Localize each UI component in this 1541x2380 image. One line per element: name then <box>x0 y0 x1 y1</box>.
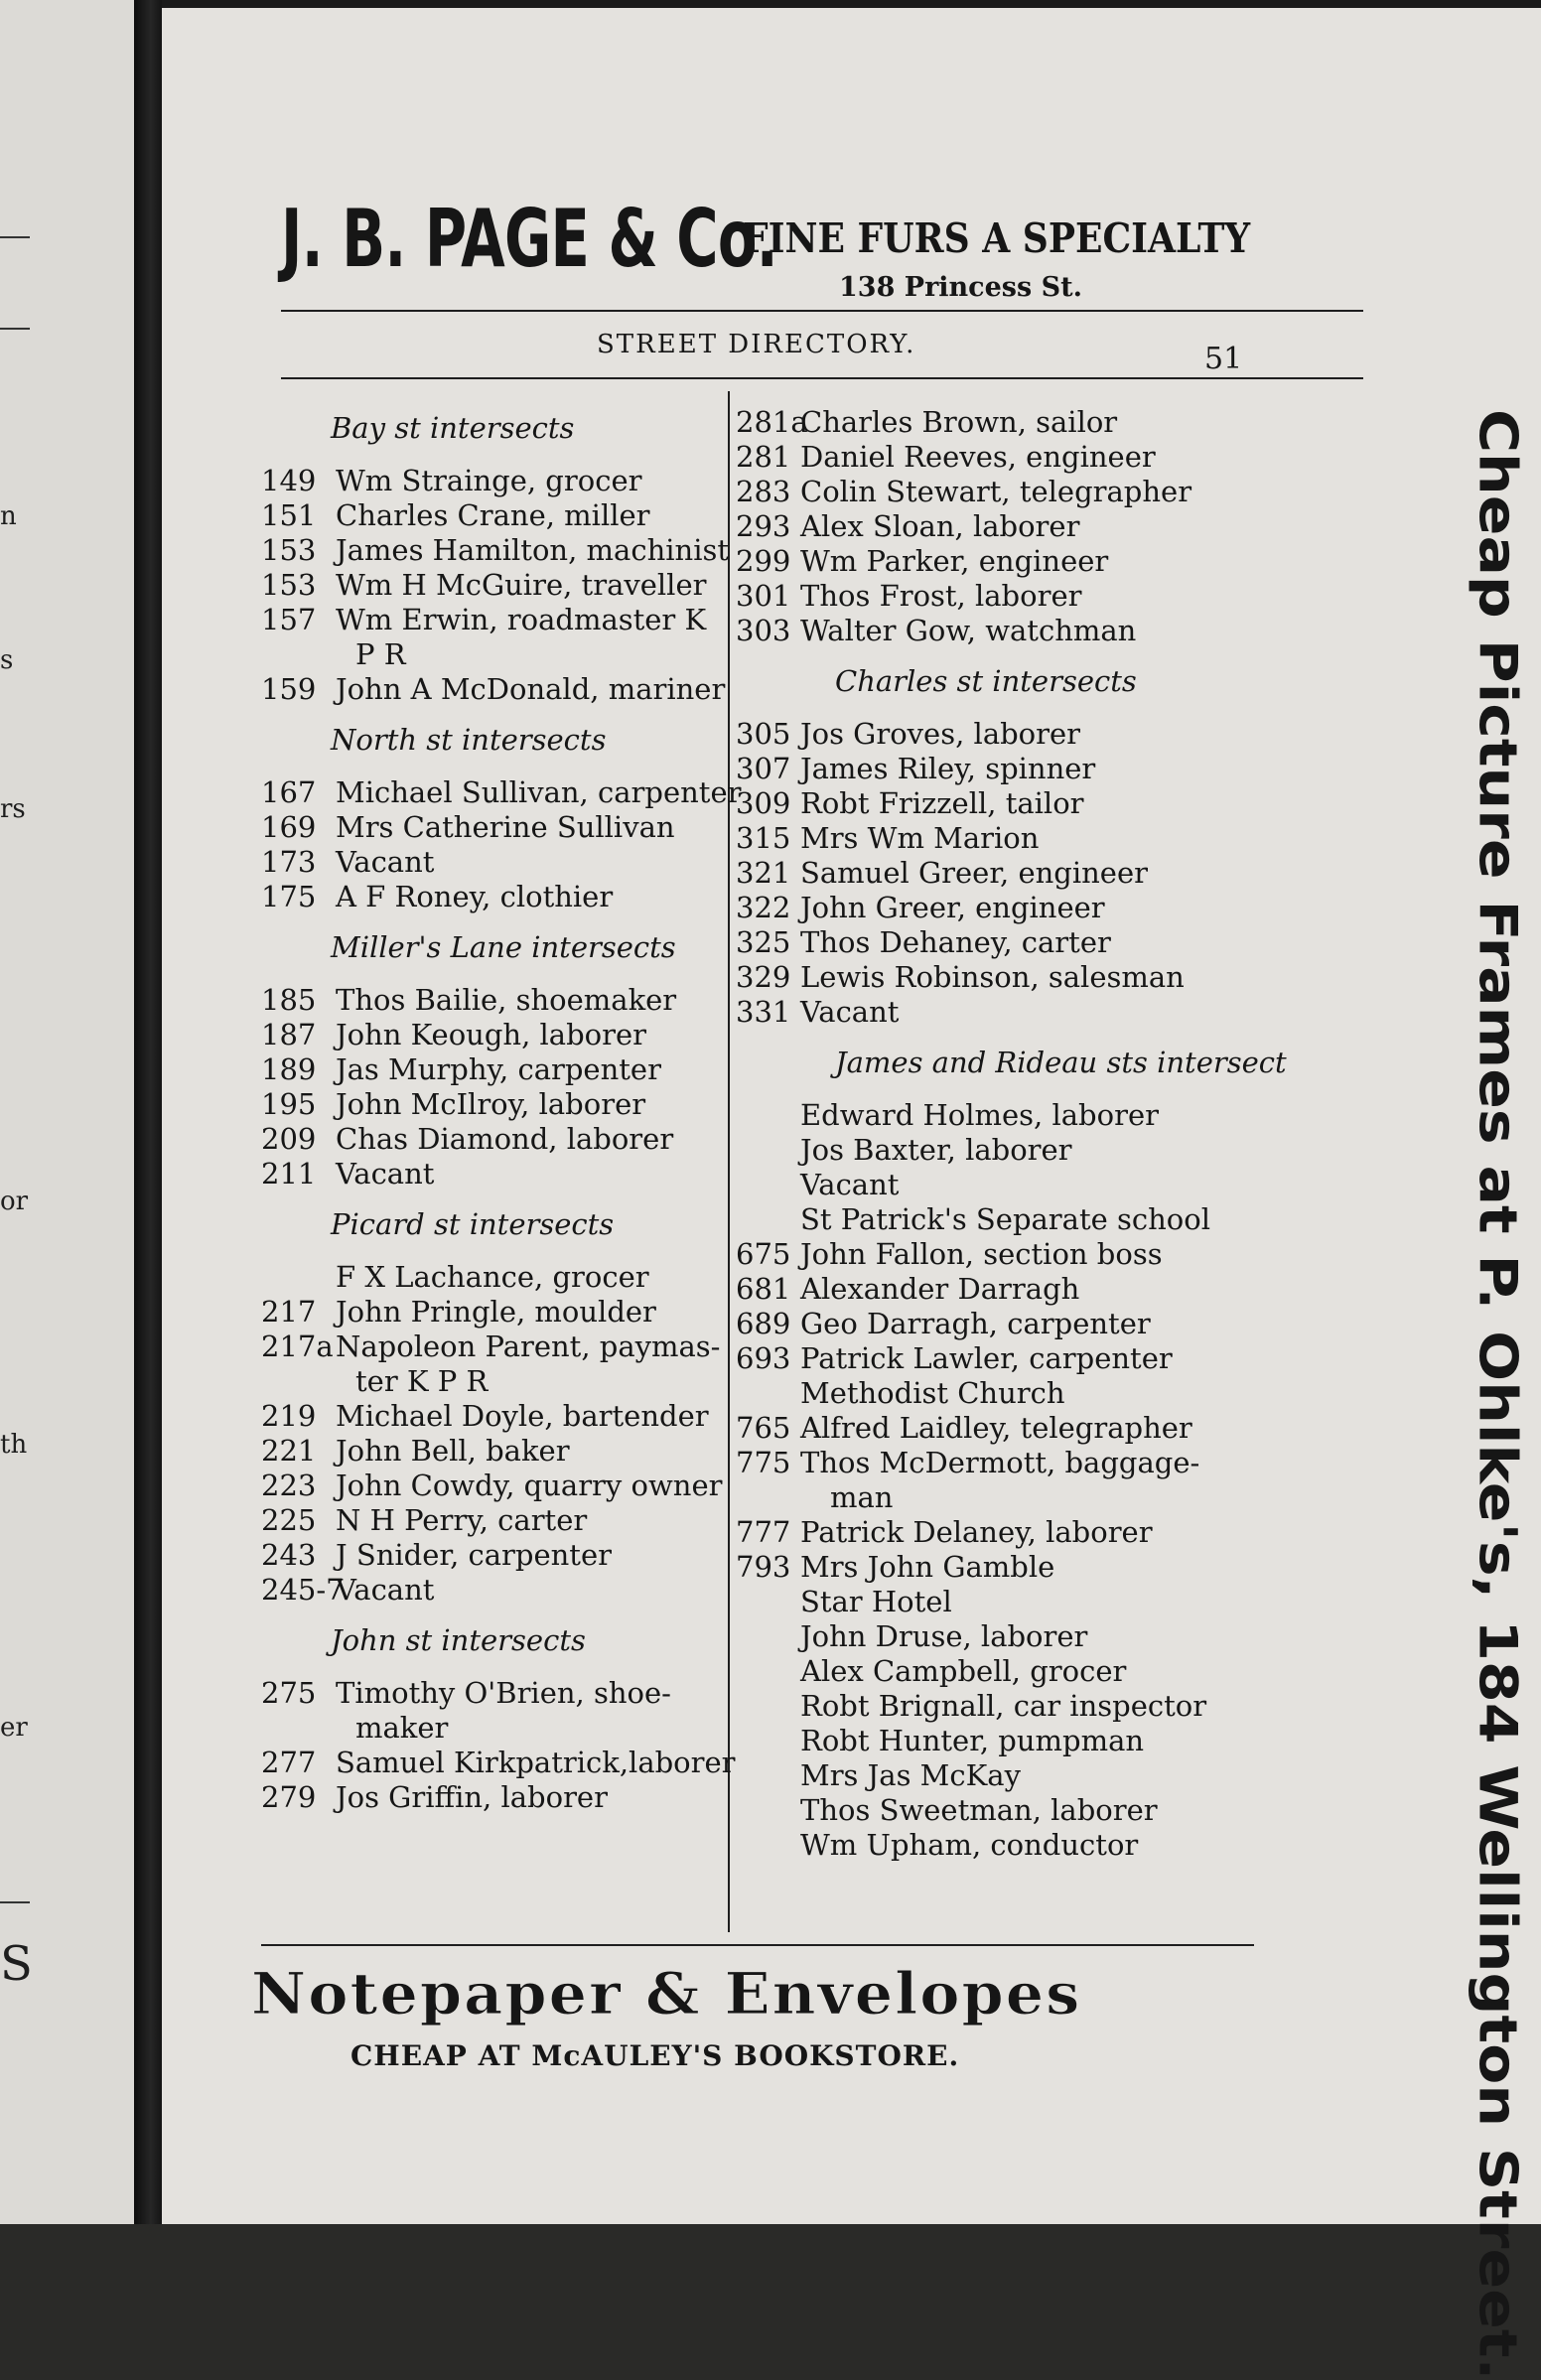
directory-entry <box>261 1330 721 1399</box>
resident-name: Charles Crane, miller <box>336 498 650 532</box>
house-number: 305 <box>736 717 791 751</box>
directory-entry <box>261 1573 718 1608</box>
resident-name: F X Lachance, grocer <box>336 1260 649 1294</box>
house-number: 309 <box>736 786 791 820</box>
directory-entry <box>736 1272 1391 1307</box>
directory-entry <box>736 1828 1391 1863</box>
resident-name-continued: maker <box>355 1711 449 1745</box>
resident-name: Vacant <box>800 995 900 1029</box>
directory-entry <box>736 1133 1391 1168</box>
house-number: 283 <box>736 475 791 508</box>
directory-entry <box>261 1434 718 1469</box>
resident-name: N H Perry, carter <box>336 1503 588 1537</box>
resident-name: John A McDonald, mariner <box>336 672 726 706</box>
directory-entry <box>261 1780 718 1815</box>
house-number: 681 <box>736 1272 791 1306</box>
house-number: 321 <box>736 856 791 890</box>
resident-name: Vacant <box>336 845 435 879</box>
section-heading: John st intersects <box>331 1623 586 1657</box>
resident-name: Thos Dehaney, carter <box>800 925 1111 959</box>
resident-name: John Cowdy, quarry owner <box>336 1469 723 1502</box>
house-number: 322 <box>736 891 791 924</box>
section-heading: Bay st intersects <box>331 411 575 445</box>
house-number: 167 <box>261 775 317 809</box>
resident-name: Vacant <box>800 1168 900 1201</box>
previous-page-margin <box>0 0 134 2224</box>
resident-name: Wm H McGuire, traveller <box>336 568 707 602</box>
house-number: 331 <box>736 995 791 1029</box>
house-number: 159 <box>261 672 317 706</box>
page-logo-advert: J. B. PAGE & Co. <box>281 193 777 285</box>
resident-name: Wm Straingе, grocer <box>336 464 642 497</box>
directory-entry <box>736 1654 1391 1689</box>
resident-name: Alex Sloan, laborer <box>800 509 1080 543</box>
resident-name: Alex Campbell, grocer <box>800 1654 1127 1688</box>
house-number: 189 <box>261 1052 317 1086</box>
resident-name: Methodist Church <box>800 1376 1065 1410</box>
resident-name: Mrs Wm Marion <box>800 821 1040 855</box>
resident-name: Edward Holmes, laborer <box>800 1098 1159 1132</box>
resident-name: John Pringle, moulder <box>336 1295 656 1329</box>
house-number: 223 <box>261 1469 317 1502</box>
resident-name: Vacant <box>336 1157 435 1190</box>
directory-entry <box>736 544 1391 579</box>
directory-entry <box>736 1411 1391 1446</box>
resident-name: Robt Brignall, car inspector <box>800 1689 1207 1723</box>
resident-name: A F Roney, clothier <box>336 880 614 913</box>
house-number: 315 <box>736 821 791 855</box>
directory-entry <box>261 1746 736 1780</box>
directory-entry <box>261 1399 718 1434</box>
house-number: 153 <box>261 533 317 567</box>
house-number: 299 <box>736 544 791 578</box>
directory-entry <box>736 752 1391 786</box>
section-heading: James and Rideau sts intersect <box>835 1046 1287 1079</box>
header-rule <box>281 310 1363 312</box>
directory-entry <box>261 568 718 603</box>
directory-page <box>162 8 1541 2380</box>
house-number: 149 <box>261 464 317 497</box>
directory-entry <box>736 891 1391 925</box>
resident-name: Timothy O'Brien, shoe- <box>336 1676 671 1710</box>
resident-name: Wm Parker, engineer <box>800 544 1109 578</box>
directory-entry <box>261 498 718 533</box>
house-number: 275 <box>261 1676 317 1710</box>
directory-entry <box>261 1538 718 1573</box>
resident-name: Wm Upham, conductor <box>800 1828 1139 1862</box>
house-number: 211 <box>261 1157 317 1190</box>
house-number: 217 <box>261 1295 317 1329</box>
house-number: 765 <box>736 1411 791 1445</box>
directory-entry <box>736 960 1391 995</box>
house-number: 689 <box>736 1307 791 1340</box>
resident-name: Geo Darragh, carpenter <box>800 1307 1151 1340</box>
house-number: 293 <box>736 509 791 543</box>
directory-entry <box>736 475 1391 509</box>
page-number: 51 <box>1204 342 1243 376</box>
resident-name-continued: man <box>830 1480 894 1514</box>
prev-page-fragment: s <box>0 645 14 675</box>
directory-entry <box>736 1168 1391 1202</box>
resident-name: Daniel Reeves, engineer <box>800 440 1156 474</box>
resident-name: Michael Sullivan, carpenter <box>336 775 742 809</box>
directory-entry <box>736 1619 1391 1654</box>
resident-name: Patrick Delaney, laborer <box>800 1515 1153 1549</box>
directory-entry <box>261 1018 718 1052</box>
house-number: 777 <box>736 1515 791 1549</box>
title-rule <box>281 377 1363 379</box>
section-heading: Charles st intersects <box>835 664 1137 698</box>
house-number: 173 <box>261 845 317 879</box>
directory-entry <box>736 821 1391 856</box>
house-number: 775 <box>736 1446 791 1479</box>
resident-name: Jas Murphy, carpenter <box>336 1052 661 1086</box>
directory-entry <box>261 775 742 810</box>
resident-name: Chas Diamond, laborer <box>336 1122 674 1156</box>
resident-name: Jos Baxter, laborer <box>800 1133 1072 1167</box>
right-column <box>736 405 1391 1863</box>
house-number: 187 <box>261 1018 317 1051</box>
resident-name: Thos Bailie, shoemaker <box>336 983 677 1017</box>
resident-name: John Fallon, section boss <box>800 1237 1163 1271</box>
house-number: 329 <box>736 960 791 994</box>
house-number: 217a <box>261 1330 334 1363</box>
directory-entry <box>261 1676 718 1746</box>
house-number: 245-7 <box>261 1573 345 1607</box>
section-heading: North st intersects <box>331 723 607 757</box>
resident-name: Colin Stewart, telegrapher <box>800 475 1192 508</box>
directory-entry <box>736 1098 1391 1133</box>
house-number: 151 <box>261 498 317 532</box>
house-number: 277 <box>261 1746 317 1779</box>
directory-entry <box>736 1237 1391 1272</box>
resident-name: John Greer, engineer <box>800 891 1105 924</box>
directory-entry <box>736 1307 1391 1341</box>
resident-name: John Druse, laborer <box>800 1619 1088 1653</box>
prev-page-rule <box>0 1901 30 1903</box>
directory-entry <box>736 1202 1391 1237</box>
directory-entry <box>736 1550 1391 1585</box>
prev-page-fragment: rs <box>0 794 26 824</box>
directory-entry <box>261 880 718 914</box>
house-number: 153 <box>261 568 317 602</box>
directory-entry <box>736 1446 1391 1515</box>
directory-entry <box>736 405 1391 440</box>
resident-name: James Riley, spinner <box>800 752 1096 785</box>
house-number: 693 <box>736 1341 791 1375</box>
directory-entry <box>261 845 718 880</box>
prev-page-rule <box>0 328 30 330</box>
directory-entry <box>261 603 718 672</box>
directory-entry <box>736 786 1391 821</box>
resident-name: Samuel Kirkpatrick,laborer <box>336 1746 736 1779</box>
house-number: 303 <box>736 614 791 647</box>
directory-entry <box>736 509 1391 544</box>
house-number: 279 <box>261 1780 317 1814</box>
directory-entry <box>736 579 1391 614</box>
directory-entry <box>261 464 718 498</box>
house-number: 185 <box>261 983 317 1017</box>
resident-name: Walter Gow, watchman <box>800 614 1137 647</box>
resident-name: Mrs John Gamble <box>800 1550 1055 1584</box>
house-number: 157 <box>261 603 317 636</box>
prev-page-fragment: th <box>0 1430 28 1460</box>
house-number: 281 <box>736 440 791 474</box>
directory-entry <box>261 1052 718 1087</box>
directory-entry <box>261 1260 718 1295</box>
directory-entry <box>261 1157 718 1191</box>
house-number: 307 <box>736 752 791 785</box>
book-spine-shadow <box>134 0 162 2224</box>
resident-name: Robt Hunter, pumpman <box>800 1724 1145 1757</box>
resident-name: Vacant <box>336 1573 435 1607</box>
directory-entry <box>736 1515 1391 1550</box>
directory-entry <box>261 1295 718 1330</box>
resident-name: Thos Frost, laborer <box>800 579 1082 613</box>
directory-entry <box>261 1469 723 1503</box>
resident-name-continued: P R <box>355 637 406 671</box>
side-advertisement-text: Cheap Picture Frames at P. Ohlke's, 184 Wellington Street. <box>1467 409 1528 2380</box>
resident-name: Alfred Laidley, telegrapher <box>800 1411 1192 1445</box>
resident-name: Thos McDermott, baggage- <box>800 1446 1200 1479</box>
directory-entry <box>261 983 718 1018</box>
resident-name: Mrs Jas McKay <box>800 1758 1021 1792</box>
directory-entry <box>736 614 1391 648</box>
directory-entry <box>736 1758 1391 1793</box>
side-advertisement <box>1463 409 1528 2380</box>
house-number: 221 <box>261 1434 317 1468</box>
resident-name: Lewis Robinson, salesman <box>800 960 1185 994</box>
resident-name: Michael Doyle, bartender <box>336 1399 709 1433</box>
house-number: 793 <box>736 1550 791 1584</box>
house-number: 175 <box>261 880 317 913</box>
resident-name: Star Hotel <box>800 1585 952 1618</box>
resident-name: Mrs Catherine Sullivan <box>336 810 675 844</box>
section-heading: Picard st intersects <box>331 1207 615 1241</box>
resident-name: John Keough, laborer <box>336 1018 646 1051</box>
directory-entry <box>261 1503 718 1538</box>
house-number: 325 <box>736 925 791 959</box>
directory-entry <box>736 1689 1391 1724</box>
footer-advertisement: Notepaper & Envelopes <box>251 1960 1082 2028</box>
directory-entry <box>736 440 1391 475</box>
directory-entry <box>736 717 1391 752</box>
resident-name: Jos Griffin, laborer <box>336 1780 608 1814</box>
directory-entry <box>736 1585 1391 1619</box>
house-number: 225 <box>261 1503 317 1537</box>
resident-name: James Hamilton, machinist <box>336 533 730 567</box>
house-number: 281a <box>736 405 808 439</box>
prev-page-rule <box>0 236 30 238</box>
house-number: 169 <box>261 810 317 844</box>
resident-name: John Bell, baker <box>336 1434 570 1468</box>
directory-entry <box>736 1376 1391 1411</box>
resident-name: Wm Erwin, roadmaster K <box>336 603 707 636</box>
prev-page-fragment: er <box>0 1713 28 1743</box>
house-number: 675 <box>736 1237 791 1271</box>
section-heading: Miller's Lane intersects <box>331 930 676 964</box>
house-number: 209 <box>261 1122 317 1156</box>
resident-name: Napoleon Parent, paymas- <box>336 1330 721 1363</box>
directory-entry <box>736 1724 1391 1758</box>
resident-name: Patrick Lawler, carpenter <box>800 1341 1173 1375</box>
directory-entry <box>261 533 730 568</box>
house-number: 301 <box>736 579 791 613</box>
footer-rule <box>261 1944 1254 1946</box>
left-column <box>261 395 742 1815</box>
column-divider <box>728 391 730 1932</box>
house-number: 219 <box>261 1399 317 1433</box>
resident-name: Thos Sweetman, laborer <box>800 1793 1158 1827</box>
resident-name: Jos Groves, laborer <box>800 717 1081 751</box>
resident-name: John McIlroy, laborer <box>336 1087 646 1121</box>
house-number: 195 <box>261 1087 317 1121</box>
directory-entry <box>736 995 1391 1030</box>
directory-entry <box>736 1341 1391 1376</box>
prev-page-fragment: or <box>0 1187 29 1216</box>
directory-entry <box>261 672 726 707</box>
advert-address: 138 Princess St. <box>839 272 1082 303</box>
resident-name: St Patrick's Separate school <box>800 1202 1210 1236</box>
house-number: 243 <box>261 1538 317 1572</box>
resident-name: J Snider, carpenter <box>336 1538 612 1572</box>
advert-specialty: FINE FURS A SPECIALTY <box>743 214 1251 262</box>
directory-entry <box>736 1793 1391 1828</box>
resident-name: Alexander Darragh <box>800 1272 1080 1306</box>
resident-name-continued: ter K P R <box>355 1364 489 1398</box>
page-title: STREET DIRECTORY. <box>597 330 916 359</box>
resident-name: Robt Frizzell, tailor <box>800 786 1084 820</box>
directory-entry <box>261 1122 718 1157</box>
directory-entry <box>261 1087 718 1122</box>
resident-name: Charles Brown, sailor <box>800 405 1118 439</box>
directory-entry <box>736 925 1391 960</box>
directory-entry <box>736 856 1391 891</box>
prev-page-fragment: n <box>0 501 17 531</box>
footer-advertisement-sub: CHEAP AT McAULEY'S BOOKSTORE. <box>350 2039 960 2072</box>
resident-name: Samuel Greer, engineer <box>800 856 1148 890</box>
directory-entry <box>261 810 718 845</box>
prev-page-fragment: S <box>0 1936 33 1992</box>
